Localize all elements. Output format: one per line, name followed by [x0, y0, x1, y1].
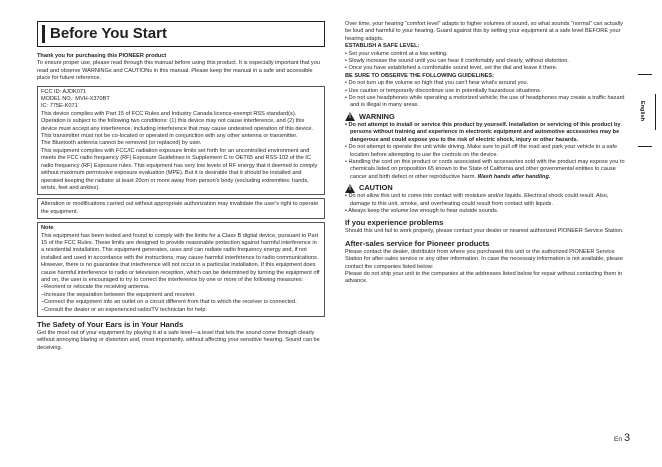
- title-box: [37, 21, 325, 47]
- intro-heading: Thank you for purchasing this PIONEER product: [37, 53, 167, 59]
- alteration-text: Alteration or modifications carried out without appropriate authorization may invalidate the user's right to operate the equipment.: [41, 201, 319, 215]
- safe-level-heading: ESTABLISH A SAFE LEVEL:: [345, 43, 420, 50]
- rf-exposure-text: This equipment complies with FCC/IC radiation exposure limits set forth for an uncontrolled environment and meets the FCC radio frequency (RF) Exposure Guidelines in Supplement C to OET65 and RSS-102 of the IC radio frequency (RF) Exposure rules. This equipment has very low levels of RF energy that it deemed to comply without maximum permissive exposure evaluation (MPE). But it is desirable that it should be installed and operated keeping the radiator at least 20cm or more away from person's body (excluding extremities: hands, wrists, feet and ankles).: [41, 147, 318, 191]
- caution-item: • Always keep the volume low enough to hear outside sounds.: [345, 207, 499, 214]
- side-tab-rule: [647, 94, 656, 130]
- measure-item: –Connect the equipment into an outlet on a circuit different from that to which the receiver is connected.: [41, 299, 297, 306]
- page-title: Before You Start: [50, 25, 167, 42]
- caution-item: • Do not allow this unit to come into contact with moisture and/or liquids. Electrical shock could result. Also, damage to this unit, smoke, and overheating could result from contact with liquids.: [345, 193, 609, 207]
- fcc-compliance-text: This device complies with Part 15 of FCC Rules and Industry Canada licence-exempt RSS standard(s). Operation is subject to the following two conditions: (1) this device may not cause interference, and (2) this device must accept any interference, including interference that may cause undesired operation of this device.: [41, 110, 314, 132]
- measure-item: –Reorient or relocate the receiving antenna.: [41, 284, 150, 291]
- warning-item-prop65: • Handling the cord on this product or cords associated with accessories sold with the product may expose you to chemicals listed on proposition 65 known to the State of California and other governmental entities to cause cancer and birth defect or other reproductive harm. Wash hands after handling.: [345, 158, 625, 180]
- side-tab-label: English: [639, 100, 646, 122]
- fcc-box: [37, 86, 325, 196]
- left-column: [37, 21, 325, 352]
- safe-level-item: • Once you have established a comfortable sound level, set the dial and leave it there.: [345, 65, 558, 72]
- warning-heading-row: [345, 112, 630, 122]
- page-number-value: 3: [623, 432, 631, 444]
- caution-icon: !: [345, 184, 355, 193]
- model-no: MODEL NO.: MVH-X370BT: [41, 96, 110, 103]
- warning-icon: !: [345, 112, 355, 121]
- guidelines-heading: BE SURE TO OBSERVE THE FOLLOWING GUIDELINES:: [345, 72, 494, 79]
- page-language: En: [614, 436, 622, 443]
- ic-no: IC: 775E-K071: [41, 103, 78, 110]
- problems-text: Should this unit fail to work properly, please contact your dealer or nearest authorized PIONEER Service Station.: [345, 228, 624, 235]
- measure-item: –Increase the separation between the equipment and receiver.: [41, 291, 196, 298]
- warning-heading: WARNING: [359, 111, 395, 121]
- wash-hands-emphasis: Wash hands after handling.: [477, 173, 551, 180]
- warning-item-driving: • Do not attempt to operate the unit while driving. Make sure to pull off the road and park your vehicle in a safe location before attempting to use the controls on the device.: [345, 144, 618, 158]
- ears-text-continued: Over time, your hearing “comfort level” adapts to higher volumes of sound, so what sounds “normal” can actually be loud and harmful to your hearing. Guard against this by setting your equipment at a safe level BEFORE your hearing adapts.: [345, 21, 623, 42]
- antenna-text: The Bluetooth antenna cannot be removed (or replaced) by user.: [41, 140, 202, 147]
- fcc-id: FCC ID: AJDK071: [41, 88, 87, 95]
- guideline-item: • Do not turn up the volume so high that you can't hear what's around you.: [345, 80, 529, 87]
- problems-heading: If you experience problems: [345, 218, 444, 228]
- after-sales-text-2: Please do not ship your unit to the companies at the addresses listed below for repair without contacting them in advance.: [345, 270, 623, 285]
- colocation-text: This transmitter must not be co-located or operated in conjunction with any other antenna or transmitter.: [41, 133, 298, 140]
- title-bar: [42, 25, 45, 43]
- side-tab-divider: [638, 74, 652, 75]
- ears-text: Get the most out of your equipment by playing it at a safe level—a level that lets the sound come through clearly without annoying blaring or distortion and, most importantly, without affecting your sensitive hearing. Sound can be deceiving.: [37, 330, 320, 351]
- alteration-box: [37, 198, 325, 219]
- safe-level-item: • Set your volume control at a low setting.: [345, 50, 448, 57]
- side-tab-divider: [638, 146, 652, 147]
- caution-heading-row: [345, 183, 630, 193]
- page-number: [614, 432, 630, 444]
- after-sales-text: Please contact the dealer, distributor from where you purchased this unit or the authorized PIONEER Service Station for after-sales service or any other information. In case the necessary information is not available, please contact the companies listed below:: [345, 248, 623, 270]
- intro-text: To ensure proper use, please read through this manual before using this product. It is especially important that you read and observe WARNINGs and CAUTIONs in this manual. Please keep the manual in a safe and accessible place for future reference.: [37, 60, 320, 82]
- note-text: This equipment has been tested and found to comply with the limits for a Class B digital device, pursuant to Part 15 of the FCC Rules. These limits are designed to provide reasonable protection against harmful interference in a residential installation. This equipment generates, uses and can radiate radio frequency energy and, if not installed and used in accordance with the instructions, may cause harmful interference to radio communications. However, there is no guarantee that interference will not occur in a particular installation. If this equipment does cause harmful interference to radio or television reception, which can be determined by turning the equipment off and on, the user is encouraged to try to correct the interference by one or more of the following measures:: [41, 232, 320, 283]
- measure-item: –Consult the dealer or an experienced radio/TV technician for help.: [41, 306, 208, 313]
- guideline-item: • Use caution or temporarily discontinue use in potentially hazardous situations.: [345, 87, 542, 94]
- note-heading: Note: [41, 225, 54, 232]
- guideline-item: • Do not use headphones while operating a motorized vehicle; the use of headphones may create a traffic hazard and is illegal in many areas.: [345, 95, 625, 109]
- right-column: [345, 21, 630, 286]
- note-box: [37, 222, 325, 317]
- caution-heading: CAUTION: [359, 183, 393, 193]
- ears-heading: The Safety of Your Ears is in Your Hands: [37, 320, 184, 329]
- safe-level-item: • Slowly increase the sound until you can hear it comfortably and clearly, without distortion.: [345, 58, 569, 65]
- after-sales-heading: After-sales service for Pioneer products: [345, 238, 490, 248]
- warning-item-install: • Do not attempt to install or service this product by yourself. Installation or servicing of this product by persons without training and experience in electronic equipment and automotive accessories may be dangerous and could expose you to the risk of electric shock, injury or other hazards.: [345, 121, 621, 143]
